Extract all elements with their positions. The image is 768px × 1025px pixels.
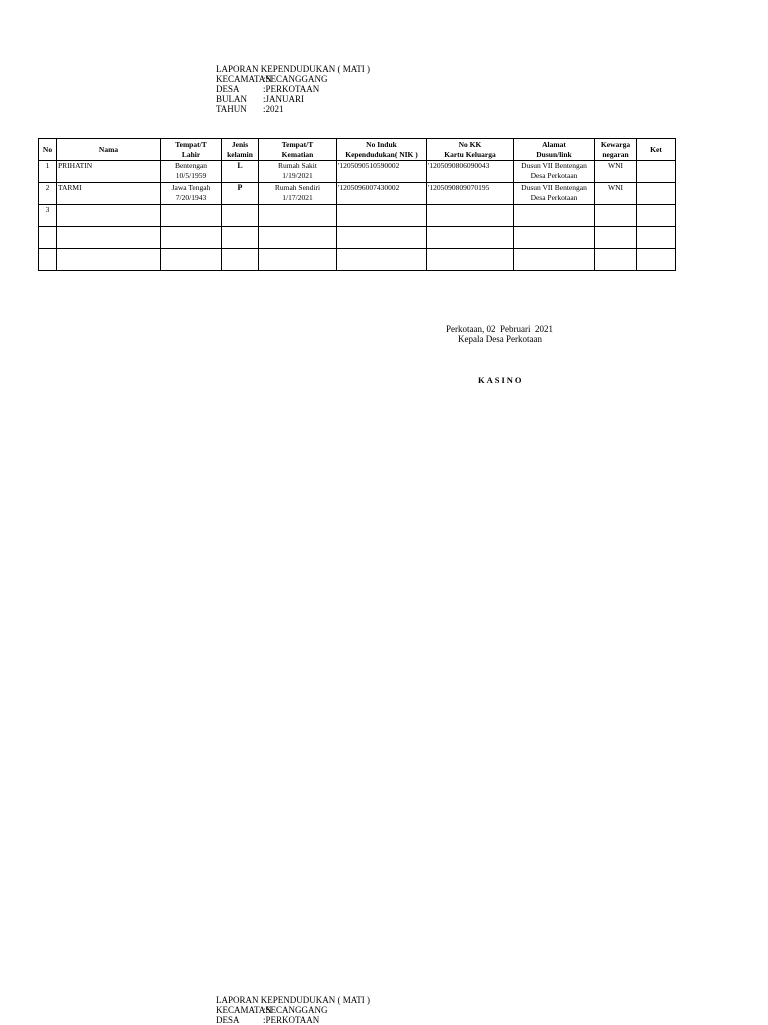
cell-nama: TARMI	[57, 183, 161, 205]
cell-empty	[337, 205, 427, 227]
cell-empty	[222, 227, 259, 249]
cell-empty	[427, 205, 514, 227]
cell-empty	[514, 249, 595, 271]
field-label: KECAMATAN	[216, 1005, 272, 1015]
cell-jenis-kelamin: P	[222, 183, 259, 205]
cell-empty	[161, 227, 222, 249]
cell-empty	[637, 227, 676, 249]
cell-empty	[427, 249, 514, 271]
cell-nama: PRIHATIN	[57, 161, 161, 183]
cell-no: 1	[39, 161, 57, 183]
cell-jenis-kelamin: L	[222, 161, 259, 183]
field-kecamatan	[216, 74, 370, 84]
col-header-nik: No Induk Kependudukan( NIK )	[337, 139, 427, 161]
cell-empty	[222, 205, 259, 227]
cell-empty	[259, 227, 337, 249]
table-row	[39, 249, 676, 271]
report-header	[216, 64, 370, 114]
cell-empty	[637, 205, 676, 227]
report-title: LAPORAN KEPENDUDUKAN ( MATI )	[216, 64, 370, 74]
cell-ket	[637, 183, 676, 205]
col-header-kewarganegaran: Kewarga negaran	[595, 139, 637, 161]
cell-empty	[259, 249, 337, 271]
cell-empty	[427, 227, 514, 249]
cell-empty	[337, 249, 427, 271]
field-value: :2021	[263, 104, 284, 114]
cell-empty	[161, 205, 222, 227]
cell-alamat: Dusun VII Bentengan Desa Perkotaan	[514, 183, 595, 205]
cell-kk: '1205090809070195	[427, 183, 514, 205]
signature-place-date: Perkotaan, 02 Pebruari 2021	[446, 324, 553, 334]
table-header-row	[39, 139, 676, 161]
col-header-kk: No KK Kartu Keluarga	[427, 139, 514, 161]
table-row	[39, 161, 676, 183]
cell-empty	[39, 227, 57, 249]
field-value: :SECANGGANG	[263, 1005, 328, 1015]
col-header-tempat-kematian: Tempat/T Kematian	[259, 139, 337, 161]
cell-empty	[595, 227, 637, 249]
cell-empty	[57, 205, 161, 227]
cell-ket	[637, 161, 676, 183]
field-label: DESA	[216, 1015, 240, 1025]
field-value: :PERKOTAAN	[263, 84, 320, 94]
field-bulan	[216, 94, 370, 104]
field-tahun	[216, 104, 370, 114]
col-header-alamat: Alamat Dusun/link	[514, 139, 595, 161]
cell-no: 3	[39, 205, 57, 227]
cell-empty	[637, 249, 676, 271]
cell-tempat-kematian: Rumah Sakit 1/19/2021	[259, 161, 337, 183]
signature-role: Kepala Desa Perkotaan	[458, 334, 542, 344]
cell-kewarganegaran: WNI	[595, 161, 637, 183]
cell-kewarganegaran: WNI	[595, 183, 637, 205]
cell-kk: '1205090806090043	[427, 161, 514, 183]
cell-empty	[514, 227, 595, 249]
next-page-header	[216, 995, 370, 1025]
report-title: LAPORAN KEPENDUDUKAN ( MATI )	[216, 995, 370, 1005]
field-kecamatan	[216, 1005, 370, 1015]
field-label: KECAMATAN	[216, 74, 272, 84]
cell-no: 2	[39, 183, 57, 205]
cell-tempat-lahir: Bentengan 10/5/1959	[161, 161, 222, 183]
cell-empty	[57, 249, 161, 271]
signature-name: KASINO	[478, 375, 524, 385]
cell-empty	[57, 227, 161, 249]
field-value: :PERKOTAAN	[263, 1015, 320, 1025]
cell-nik: '1205096007430002	[337, 183, 427, 205]
field-label: DESA	[216, 84, 240, 94]
cell-empty	[514, 205, 595, 227]
cell-tempat-lahir: Jawa Tengah 7/20/1943	[161, 183, 222, 205]
cell-tempat-kematian: Rumah Sendiri 1/17/2021	[259, 183, 337, 205]
col-header-jenis-kelamin: Jenis kelamin	[222, 139, 259, 161]
cell-empty	[222, 249, 259, 271]
cell-empty	[161, 249, 222, 271]
cell-nik: '1205090510590002	[337, 161, 427, 183]
field-label: TAHUN	[216, 104, 247, 114]
cell-empty	[39, 249, 57, 271]
cell-alamat: Dusun VII Bentengan Desa Perkotaan	[514, 161, 595, 183]
cell-empty	[337, 227, 427, 249]
table-row	[39, 227, 676, 249]
cell-empty	[595, 205, 637, 227]
field-desa	[216, 84, 370, 94]
col-header-ket: Ket	[637, 139, 676, 161]
table-row	[39, 205, 676, 227]
col-header-tempat-lahir: Tempat/T Lahir	[161, 139, 222, 161]
death-report-table	[38, 138, 676, 271]
cell-empty	[259, 205, 337, 227]
table-row	[39, 183, 676, 205]
col-header-no: No	[39, 139, 57, 161]
cell-empty	[595, 249, 637, 271]
field-value: :JANUARI	[263, 94, 305, 104]
field-value: :SECANGGANG	[263, 74, 328, 84]
field-label: BULAN	[216, 94, 247, 104]
col-header-nama: Nama	[57, 139, 161, 161]
